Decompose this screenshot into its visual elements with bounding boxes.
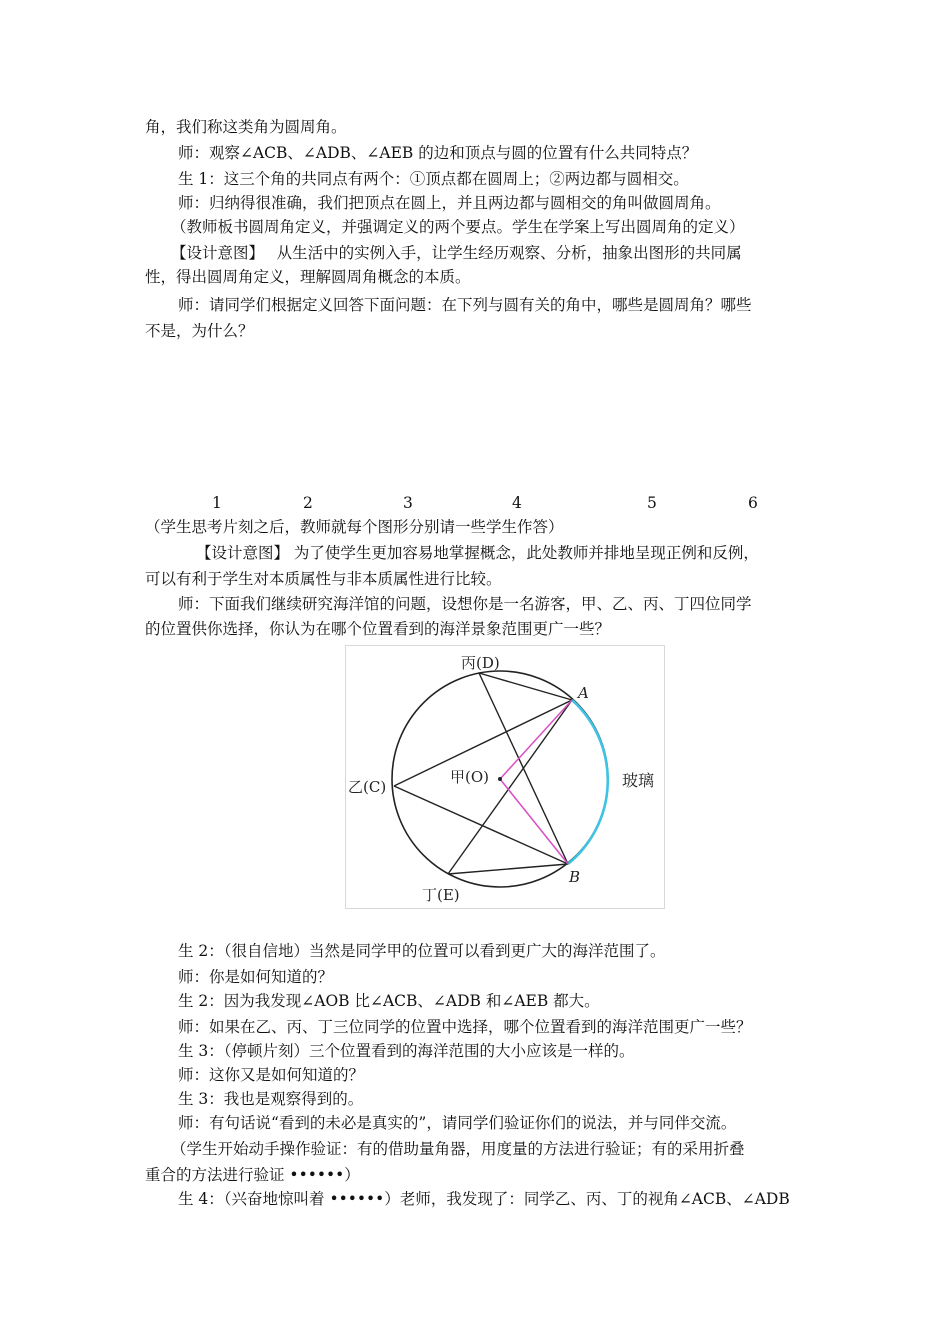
text-line: 可以有利于学生对本质属性与非本质属性进行比较。 — [145, 570, 502, 588]
text-line: 重合的方法进行验证 ••••••） — [145, 1166, 360, 1184]
label-A: A — [578, 684, 589, 702]
text-line: 角，我们称这类角为圆周角。 — [145, 118, 347, 136]
text-line: 师：你是如何知道的？ — [178, 968, 334, 986]
text-line: 师：有句话说“看到的未必是真实的”，请同学们验证你们的说法，并与同伴交流。 — [178, 1114, 737, 1132]
text-line: 师：观察∠ACB、∠ADB、∠AEB 的边和顶点与圆的位置有什么共同特点？ — [178, 144, 698, 162]
text-line: 生 3：我也是观察得到的。 — [178, 1090, 364, 1108]
glass-arc — [568, 700, 608, 864]
label-E: 丁(E) — [422, 886, 460, 904]
figure-number-5: 5 — [647, 494, 657, 512]
text-line: 师：请同学们根据定义回答下面问题：在下列与圆有关的角中，哪些是圆周角？哪些 — [178, 296, 752, 314]
text-line: 师：下面我们继续研究海洋馆的问题，设想你是一名游客，甲、乙、丙、丁四位同学 — [178, 595, 752, 613]
text-line: 不是，为什么？ — [145, 322, 254, 340]
text-line: 生 1：这三个角的共同点有两个：①顶点都在圆周上；②两边都与圆相交。 — [178, 170, 689, 188]
text-line: 生 2：因为我发现∠AOB 比∠ACB、∠ADB 和∠AEB 都大。 — [178, 992, 600, 1010]
figure-number-2: 2 — [303, 494, 313, 512]
design-intent-line: 【设计意图】 从生活中的实例入手，让学生经历观察、分析，抽象出图形的共同属 — [171, 244, 742, 262]
text-line: 师：如果在乙、丙、丁三位同学的位置中选择，哪个位置看到的海洋范围更广一些？ — [178, 1018, 752, 1036]
label-glass: 玻璃 — [622, 771, 655, 790]
label-O: 甲(O) — [450, 768, 490, 786]
design-intent-line: 【设计意图】 为了使学生更加容易地掌握概念，此处教师并排地呈现正例和反例， — [196, 544, 759, 562]
segment-AE — [448, 700, 572, 874]
text-line: 的位置供你选择，你认为在哪个位置看到的海洋景象范围更广一些？ — [145, 620, 611, 638]
segment-AD — [479, 673, 572, 700]
figure-number-6: 6 — [748, 494, 758, 512]
figure-number-1: 1 — [212, 494, 222, 512]
circle-figure — [345, 645, 665, 909]
label-C: 乙(C) — [348, 778, 387, 796]
text-line: （教师板书圆周角定义，并强调定义的两个要点。学生在学案上写出圆周角的定义） — [171, 218, 745, 236]
segment-BE — [448, 864, 568, 874]
text-line: 生 3：（停顿片刻）三个位置看到的海洋范围的大小应该是一样的。 — [178, 1042, 635, 1060]
text-line: 生 4：（兴奋地惊叫着 ••••••）老师，我发现了：同学乙、丙、丁的视角∠ACB、∠ADB — [178, 1190, 790, 1208]
radius-OA — [500, 700, 572, 779]
text-line: 师：这你又是如何知道的？ — [178, 1066, 365, 1084]
label-B: B — [569, 868, 581, 886]
text-line: 生 2：（很自信地）当然是同学甲的位置可以看到更广大的海洋范围了。 — [178, 942, 666, 960]
label-D: 丙(D) — [461, 654, 500, 672]
figure-number-3: 3 — [403, 494, 413, 512]
center-point — [498, 777, 502, 781]
figure-number-4: 4 — [512, 494, 522, 512]
text-line: （学生思考片刻之后，教师就每个图形分别请一些学生作答） — [145, 518, 564, 536]
text-line: （学生开始动手操作验证：有的借助量角器，用度量的方法进行验证；有的采用折叠 — [171, 1140, 745, 1158]
text-line: 性，得出圆周角定义，理解圆周角概念的本质。 — [145, 268, 471, 286]
text-line: 师：归纳得很准确，我们把顶点在圆上，并且两边都与圆相交的角叫做圆周角。 — [178, 194, 721, 212]
